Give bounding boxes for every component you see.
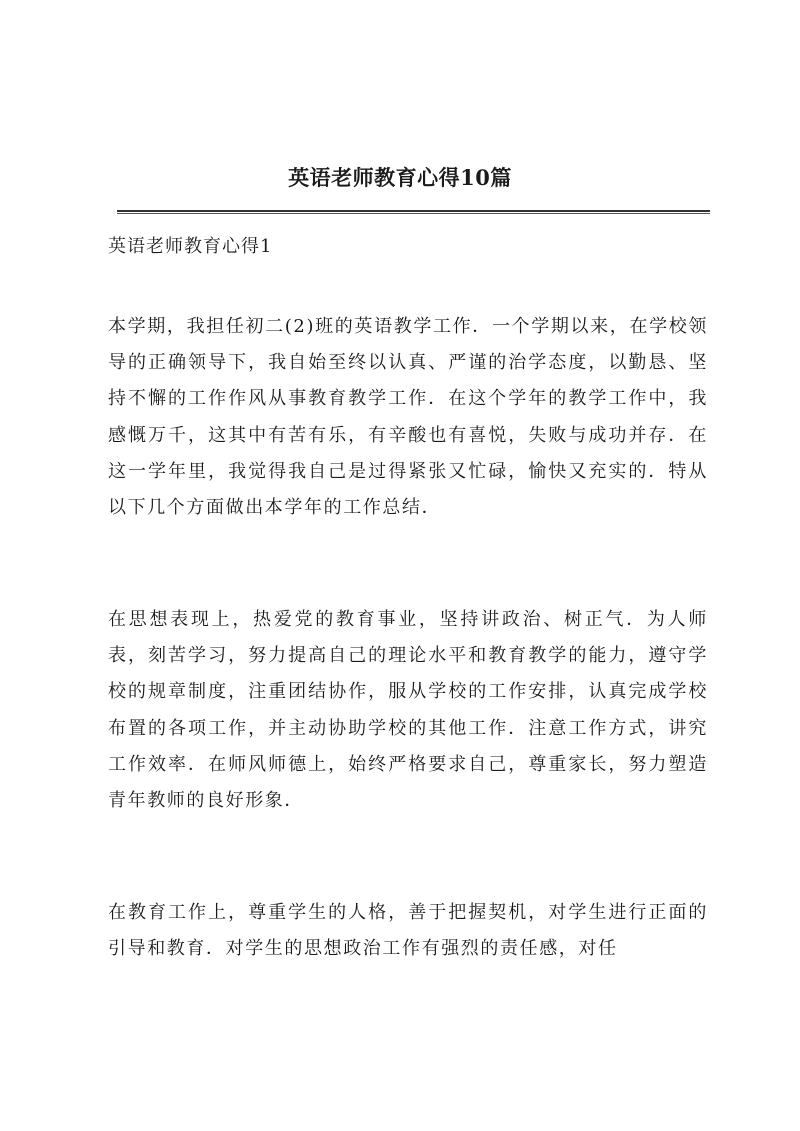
document-title: 英语老师教育心得10篇 (288, 165, 512, 190)
body-paragraph-1: 本学期，我担任初二(2)班的英语教学工作．一个学期以来，在学校领导的正确领导下，我自始至终以认真、严谨的治学态度，以勤恳、坚持不懈的工作作风从事教育教学工作．在这个学年的教学工作中，我感慨万千，这其中有苦有乐，有辛酸也有喜悦，失败与成功并存．在这一学年里，我觉得我自己是过得紧张又忙碌，愉快又充实的．特从以下几个方面做出本学年的工作总结． (108, 316, 708, 519)
body-paragraph-2: 在思想表现上，热爱党的教育事业，坚持讲政治、树正气．为人师表，刻苦学习，努力提高自己的理论水平和教育教学的能力，遵守学校的规章制度，注重团结协作，服从学校的工作安排，认真完成学校布置的各项工作，并主动协助学校的其他工作．注意工作方式，讲究工作效率．在师风师德上，始终严格要求自己，尊重家长，努力塑造青年教师的良好形象． (108, 609, 708, 812)
section-heading: 英语老师教育心得1 (108, 236, 273, 257)
title-divider (117, 210, 710, 214)
body-paragraph-3: 在教育工作上，尊重学生的人格，善于把握契机，对学生进行正面的引导和教育．对学生的思想政治工作有强烈的责任感，对任 (108, 902, 708, 960)
